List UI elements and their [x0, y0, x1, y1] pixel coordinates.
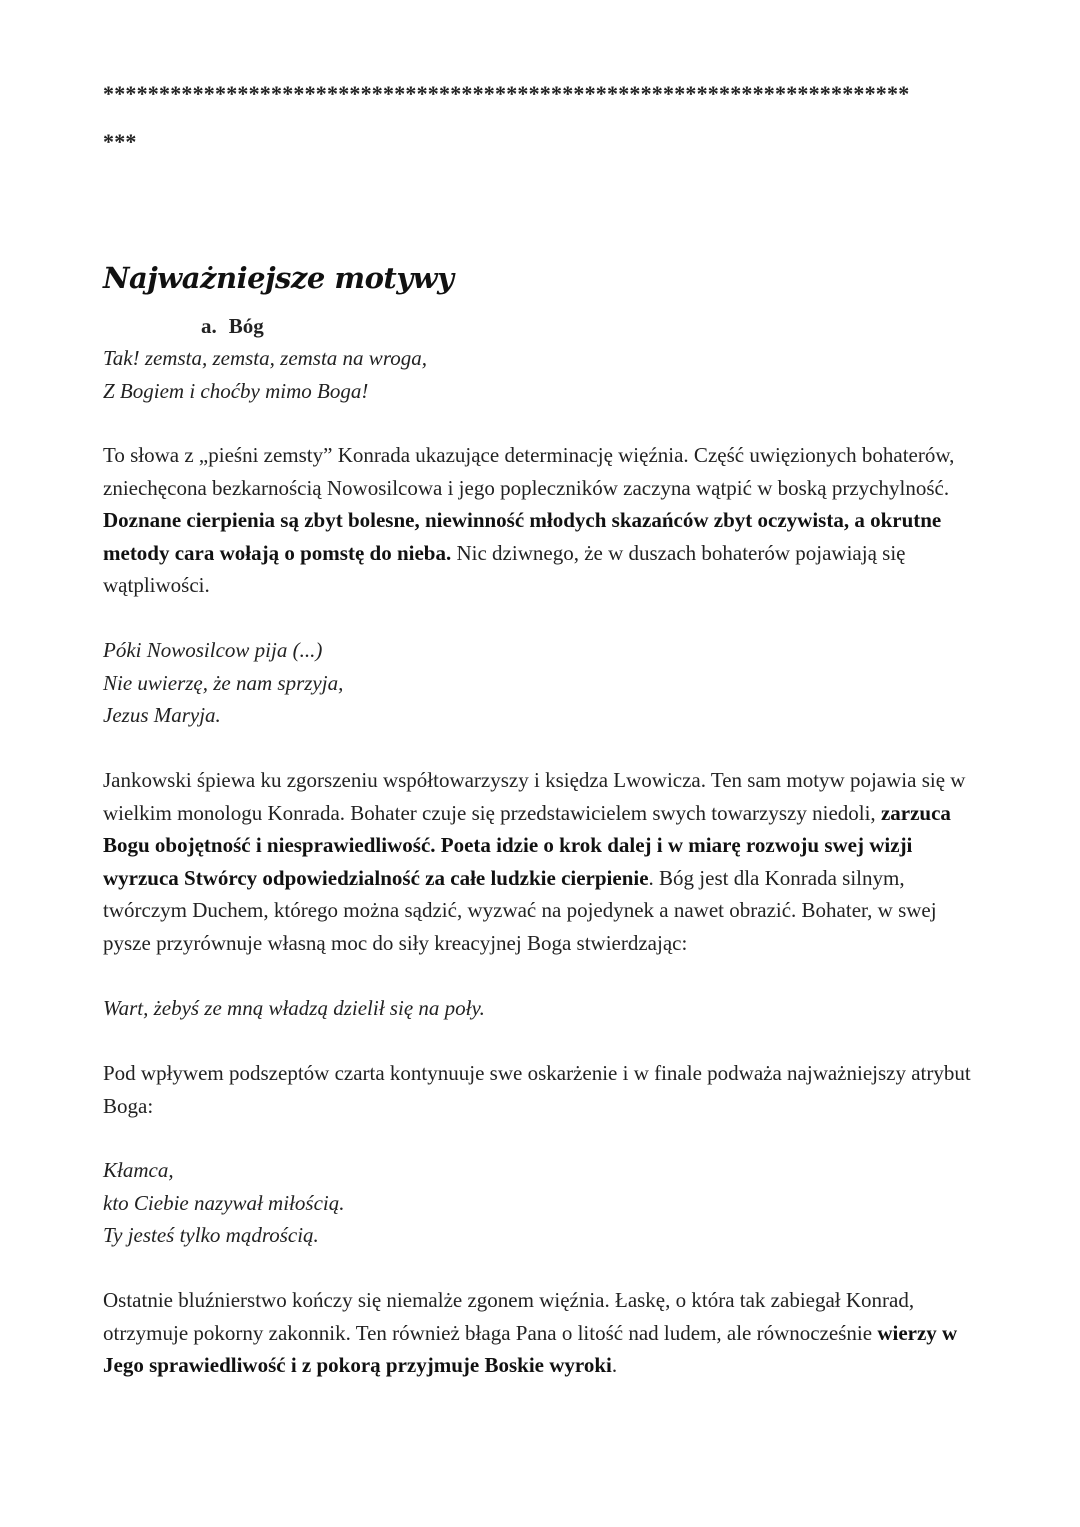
paragraph-emphasis: zarzuca Bogu obojętność i niesprawiedliwość. Poeta idzie o krok dalej i w miarę rozwoju swej wizji wyrzuca Stwórcy odpowiedzialność za całe ludzkie cierpienie: [103, 800, 951, 890]
paragraph-text: .: [611, 1353, 618, 1377]
paragraph-text: Jankowski śpiewa ku zgorszeniu współtowarzyszy i księdza Lwowicza. Ten sam motyw pojawia się w wielkim monologu Konrada. Bohater czuje się przedstawicielem swych towarzyszy niedoli,: [103, 768, 966, 825]
quote-jankowski: [103, 634, 983, 732]
subsection-title: [201, 310, 264, 343]
quote-line: Wart, żebyś ze mną władzą dzielił się na poły.: [103, 996, 485, 1020]
paragraph-emphasis: Doznane cierpienia są zbyt bolesne, niewinność młodych skazańców zbyt oczywista, a okrutne metody cara wołają o pomstę do nieba.: [103, 508, 942, 565]
quote-line: Nie uwierzę, że nam sprzyja,: [103, 670, 344, 695]
quote-line: Kłamca,: [103, 1158, 174, 1182]
quote-klamca: [103, 1154, 983, 1252]
paragraph-emphasis: wierzy w Jego sprawiedliwość i z pokorą przyjmuje Boskie wyroki: [103, 1320, 958, 1377]
section-heading: Najważniejsze motywy: [103, 261, 454, 295]
subsection-label: Bóg: [228, 314, 264, 338]
paragraph-zakonnik: [103, 1284, 983, 1382]
paragraph-intro: [103, 439, 983, 602]
separator-line-end: ***: [103, 129, 137, 154]
paragraph-text: To słowa z „pieśni zemsty” Konrada ukazujące determinację więźnia. Część uwięzionych bohaterów, zniechęcona bezkarnością Nowosilcowa i jego popleczników zaczyna wątpić w boską przychylność.: [103, 443, 955, 500]
paragraph-text: Nic dziwnego, że w duszach bohaterów pojawiają się wątpliwości.: [103, 540, 906, 597]
subsection-marker: a.: [201, 314, 217, 338]
quote-line: kto Ciebie nazywał miłością.: [103, 1190, 345, 1215]
quote-zemsta: [103, 342, 983, 407]
paragraph-text: Ostatnie bluźnierstwo kończy się niemalże zgonem więźnia. Łaskę, o która tak zabiegał Konrad, otrzymuje pokorny zakonnik. Ten również błaga Pana o litość nad ludem, ale równocześnie: [103, 1288, 915, 1345]
quote-line: Póki Nowosilcow pija (...): [103, 638, 323, 662]
quote-wladza: [103, 992, 983, 1025]
quote-line: Z Bogiem i choćby mimo Boga!: [103, 378, 369, 403]
paragraph-text: Pod wpływem podszeptów czarta kontynuuje swe oskarżenie i w finale podważa najważniejszy atrybut Boga:: [103, 1061, 971, 1118]
quote-line: Jezus Maryja.: [103, 703, 221, 727]
paragraph-monolog: [103, 764, 983, 959]
separator-line: ************************************************************************: [103, 81, 910, 106]
quote-line: Ty jesteś tylko mądrością.: [103, 1223, 319, 1247]
paragraph-czart: [103, 1057, 983, 1122]
paragraph-text: . Bóg jest dla Konrada silnym, twórczym Duchem, którego można sądzić, wyzwać na pojedynek a nawet obrazić. Bohater, w swej pysze przyrównuje własną moc do siły kreacyjnej Boga stwierdzając:: [103, 865, 937, 955]
quote-line: Tak! zemsta, zemsta, zemsta na wroga,: [103, 346, 427, 370]
